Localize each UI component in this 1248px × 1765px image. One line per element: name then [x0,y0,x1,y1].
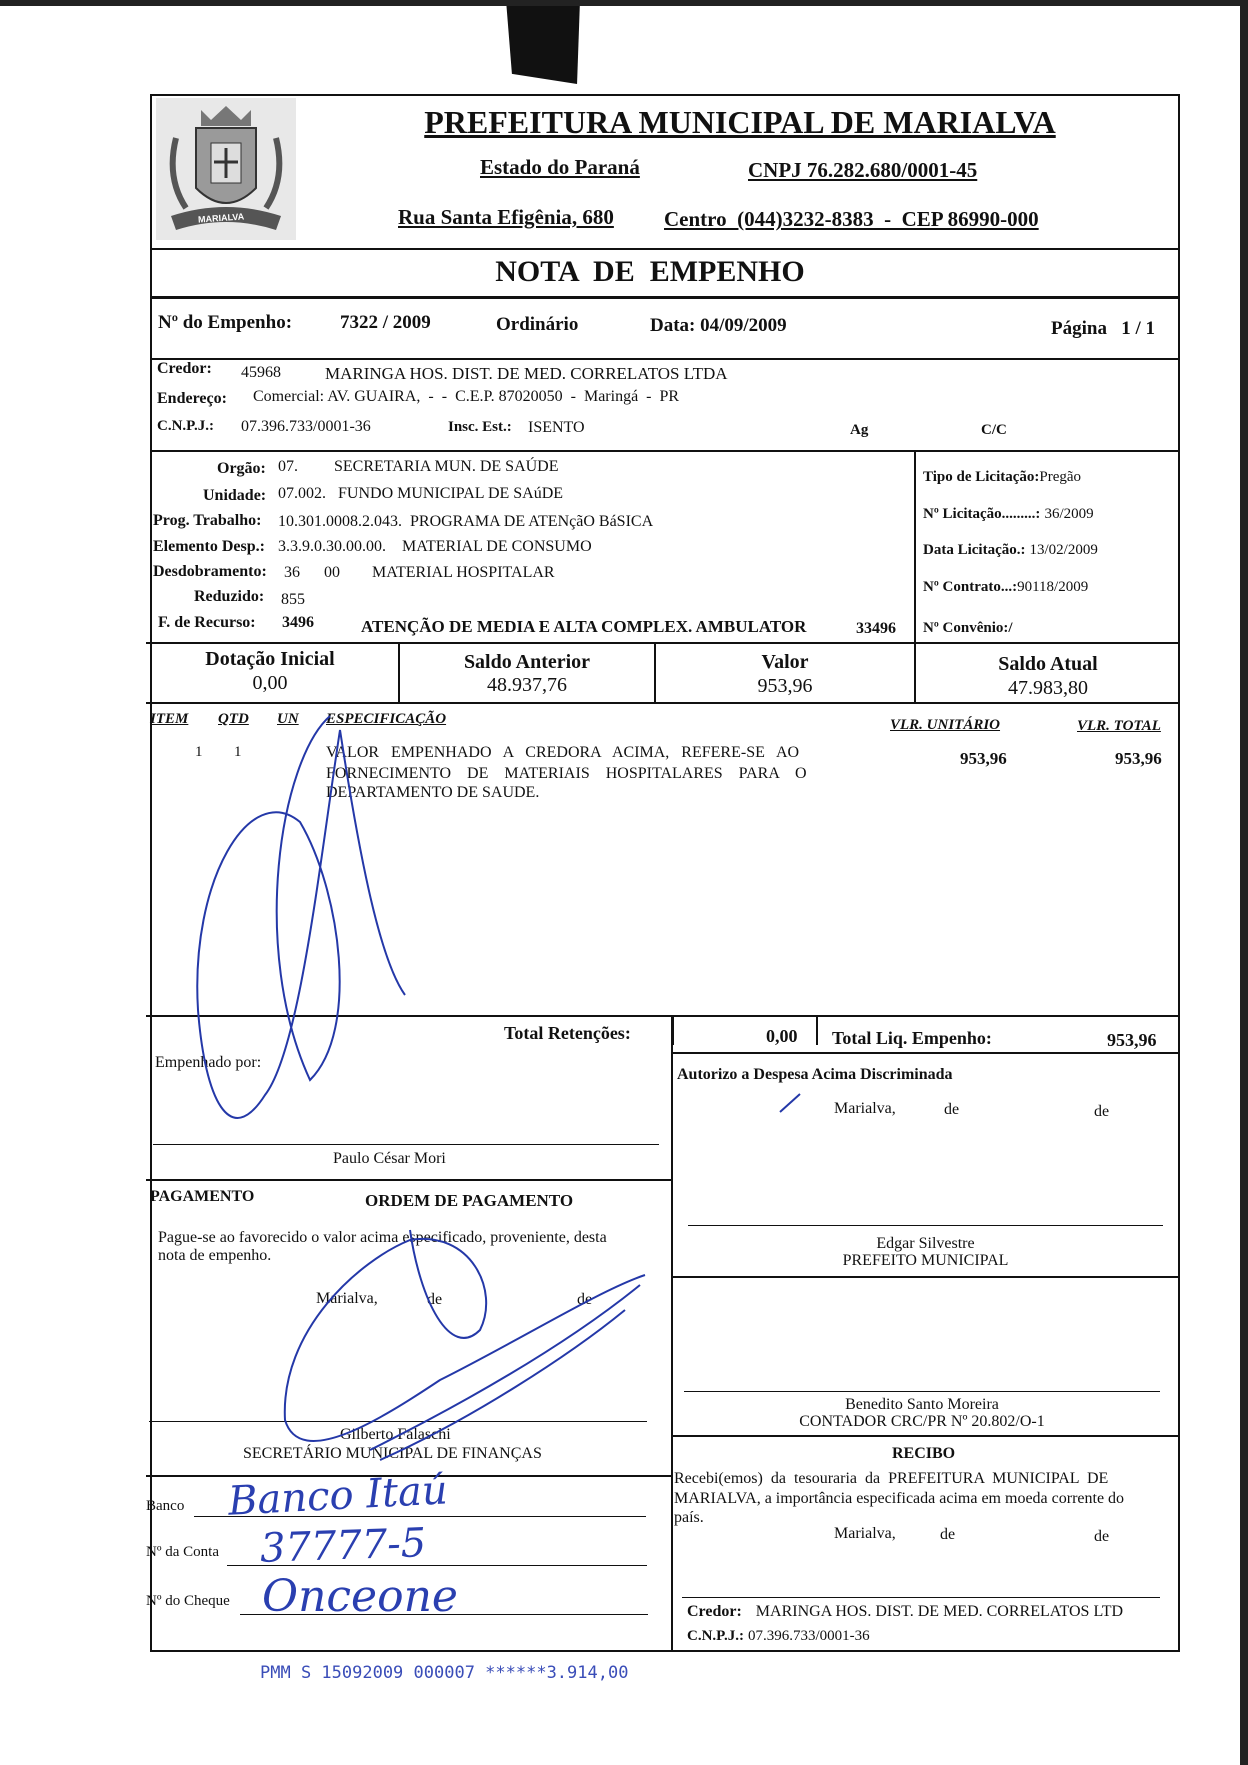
item-total-value: 953,96 [1115,749,1162,768]
licitacao-vertical-divider [914,450,916,644]
totals-top-divider [146,1015,1180,1017]
empenho-number-label: Nº do Empenho: [158,312,293,333]
credor-cnpj-label: C.N.P.J.: [157,418,214,434]
saldo-atual-value: 47.983,80 [1008,677,1088,699]
desdobramento-value: 36 00 MATERIAL HOSPITALAR [284,564,555,581]
col-vlr-unitario-header: VLR. UNITÁRIO [890,717,1001,733]
crest-divider [150,248,1180,250]
recibo-cnpj [687,1627,870,1645]
licitacao-type-label: Tipo de Licitação: [923,469,1040,485]
licitacao-number-value: 36/2009 [1044,506,1094,522]
address-phone-cep: Centro (044)3232-8383 - CEP 86990-000 [664,207,1039,231]
secretario-title: SECRETÁRIO MUNICIPAL DE FINANÇAS [243,1445,542,1462]
recurso-label: F. de Recurso: [158,614,256,631]
address-street: Rua Santa Efigênia, 680 [398,205,614,229]
recibo-city: Marialva, [834,1525,896,1542]
dotacao-inicial-value: 0,00 [252,672,288,694]
pagamento-text-line-2: nota de empenho. [158,1247,272,1264]
item-number: 1 [195,744,203,760]
credor-divider [150,450,1180,452]
licitacao-type [923,468,1081,486]
autorizo-city: Marialva, [834,1100,896,1117]
contador-title: CONTADOR CRC/PR Nº 20.802/O-1 [799,1413,1045,1430]
cc-label: C/C [981,422,1007,438]
col-especificacao-header: ESPECIFICAÇÃO [326,711,447,727]
title-divider [150,296,1180,299]
state-label: Estado do Paraná [480,155,640,179]
col-vlr-total-header: VLR. TOTAL [1077,718,1161,734]
recurso-description: ATENÇÃO DE MEDIA E ALTA COMPLEX. AMBULATOR [361,617,807,636]
empenhado-por-name: Paulo César Mori [333,1150,446,1167]
secretario-name: Gilberto Falaschi [340,1426,451,1443]
item-description-line-2: FORNECIMENTO DE MATERIAIS HOSPITALARES PARA O [326,765,807,782]
recibo-cnpj-label: C.N.P.J.: [687,1628,744,1644]
recibo-signature-line [682,1597,1160,1598]
municipal-crest [156,98,296,240]
scan-mark [506,0,580,84]
pagamento-de-2: de [577,1291,593,1308]
orgao-label: Orgão: [217,460,266,477]
convenio-label: Nº Convênio:/ [923,620,1013,636]
prog-trabalho-value: 10.301.0008.2.043. PROGRAMA DE ATENçãO BáSICA [278,513,654,530]
col-un-header: UN [277,711,299,727]
recibo-text-line-1: Recebi(emos) da tesouraria da PREFEITURA MUNICIPAL DE [674,1470,1109,1487]
licitacao-number-label: Nº Licitação.........: [923,506,1041,522]
crest-banner-text: MARIALVA [197,211,245,225]
autorizo-de-1: de [944,1101,960,1118]
scan-right-edge [1240,0,1248,1765]
contrato-value: 90118/2009 [1017,579,1089,595]
prefeito-title: PREFEITO MUNICIPAL [842,1252,1009,1269]
empenhado-por-label: Empenhado por: [155,1054,262,1071]
recibo-de-1: de [940,1526,956,1543]
recibo-credor-label: Credor: [687,1603,742,1620]
banco-handwritten: Banco Itaú [226,1467,449,1525]
saldo-bottom-divider [146,702,1180,704]
insc-label: Insc. Est.: [448,419,512,435]
ag-label: Ag [850,422,869,438]
pagamento-text-line-1: Pague-se ao favorecido o valor acima especificado, proveniente, desta [158,1229,607,1246]
item-qtd: 1 [234,744,242,760]
contador-signature-line [684,1391,1160,1392]
recibo-credor-value: MARINGA HOS. DIST. DE MED. CORRELATOS LTD [755,1603,1124,1620]
col-item-header: ITEM [150,711,189,727]
cheque-handwritten: Onceone [262,1571,458,1622]
ordem-pagamento-title: ORDEM DE PAGAMENTO [365,1191,574,1210]
credor-address: Comercial: AV. GUAIRA, - - C.E.P. 87020050 - Maringá - PR [253,388,680,405]
saldo-atual-label: Saldo Atual [998,653,1098,675]
scan-top-edge [0,0,1248,6]
empenho-number: 7322 / 2009 [340,312,431,333]
prefeito-name: Edgar Silvestre [876,1235,975,1252]
recibo-title: RECIBO [892,1445,956,1462]
desdobramento-label: Desdobramento: [153,563,267,580]
saldo-anterior-value: 48.937,76 [487,674,567,696]
dotacao-inicial-label: Dotação Inicial [205,648,335,670]
empenho-date: Data: 04/09/2009 [650,315,787,336]
col-qtd-header: QTD [218,711,249,727]
licitacao-number [923,505,1094,523]
valor-label: Valor [761,651,809,673]
orgao-value: 07. SECRETARIA MUN. DE SAÚDE [278,458,559,475]
empenhado-bottom-divider [146,1179,672,1181]
recibo-cnpj-value: 07.396.733/0001-36 [747,1628,870,1644]
item-unit-value: 953,96 [960,749,1007,768]
licitacao-date-label: Data Licitação.: [923,542,1026,558]
cnpj-label: CNPJ 76.282.680/0001-45 [748,158,978,182]
page-number: Página 1 / 1 [1051,318,1155,339]
autorizo-de-2: de [1094,1103,1110,1120]
item-description-line-3: DEPARTAMENTO DE SAUDE. [326,784,540,801]
autorizo-label: Autorizo a Despesa Acima Discriminada [677,1066,953,1083]
pagamento-city: Marialva, [316,1290,378,1307]
contador-bottom-divider [672,1435,1180,1437]
lower-center-divider [671,1015,673,1652]
insc-value: ISENTO [528,419,585,436]
item-description-line-1: VALOR EMPENHADO A CREDORA ACIMA, REFERE-SE AO [326,744,800,761]
reduzido-value: 855 [281,591,305,608]
conta-handwritten: 37777-5 [259,1520,427,1572]
elemento-value: 3.3.9.0.30.00.00. MATERIAL DE CONSUMO [278,538,592,555]
empenho-type: Ordinário [496,314,579,335]
licitacao-date [923,541,1098,559]
conta-label: Nº da Conta [146,1544,219,1560]
recibo-text-line-3: país. [674,1509,704,1526]
recibo-text-line-2: MARIALVA, a importância especificada acima em moeda corrente do [674,1490,1125,1507]
secretario-signature-line [149,1421,647,1422]
pagamento-label: PAGAMENTO [150,1188,255,1205]
banco-label: Banco [146,1498,185,1514]
recibo-credor [687,1603,1123,1621]
address-label: Endereço: [157,390,227,407]
recurso-code: 3496 [282,614,314,631]
cheque-label: Nº do Cheque [146,1593,230,1609]
total-retencoes-label: Total Retenções: [504,1023,631,1043]
licitacao-type-value: Pregão [1039,469,1082,485]
document-title: NOTA DE EMPENHO [495,255,805,288]
totals-mid-divider [816,1015,818,1045]
total-retencoes-value: 0,00 [766,1026,798,1046]
recibo-de-2: de [1094,1528,1110,1545]
valor-value: 953,96 [757,675,813,697]
total-liquido-value: 953,96 [1107,1030,1157,1050]
empenho-divider [150,358,1180,360]
convenio [923,619,1013,637]
unidade-value: 07.002. FUNDO MUNICIPAL DE SAúDE [278,485,564,502]
totals-bottom-divider [672,1052,1180,1054]
elemento-label: Elemento Desp.: [153,538,265,555]
recurso-number: 33496 [856,620,896,637]
unidade-label: Unidade: [203,487,267,504]
prefeito-bottom-divider [672,1276,1180,1278]
dotacao-divider [146,642,1180,644]
contador-name: Benedito Santo Moreira [845,1396,999,1413]
contrato-label: Nº Contrato...: [923,579,1018,595]
prog-trabalho-label: Prog. Trabalho: [153,512,262,529]
saldo-anterior-label: Saldo Anterior [463,651,591,673]
empenhado-signature-line [153,1144,659,1145]
contrato [923,578,1088,596]
credor-label: Credor: [157,360,212,377]
credor-cnpj: 07.396.733/0001-36 [241,418,371,435]
municipality-title: PREFEITURA MUNICIPAL DE MARIALVA [424,104,1056,140]
total-liquido-label: Total Liq. Empenho: [832,1028,992,1048]
pagamento-de-1: de [427,1291,443,1308]
reduzido-label: Reduzido: [194,588,265,605]
prefeito-signature-line [688,1225,1163,1226]
credor-name: MARINGA HOS. DIST. DE MED. CORRELATOS LTDA [325,364,728,383]
licitacao-date-value: 13/02/2009 [1029,542,1098,558]
bank-authentication-stamp: PMM S 15092009 000007 ******3.914,00 [260,1663,629,1683]
credor-code: 45968 [241,364,281,381]
